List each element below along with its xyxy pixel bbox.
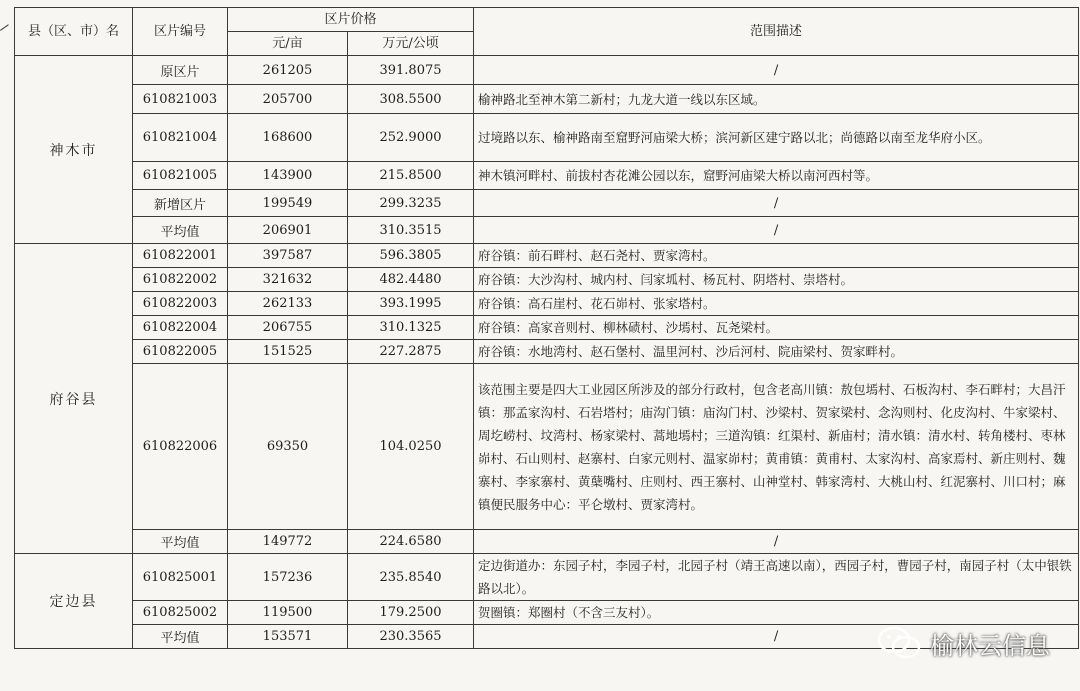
price-wan: 596.3805 <box>348 244 474 268</box>
price-yuan: 262133 <box>228 292 348 316</box>
scope-desc: 该范围主要是四大工业园区所涉及的部分行政村，包含老高川镇：敖包墕村、石板沟村、李石畔村；大昌汗镇：那孟家沟村、石岩塔村；庙沟门镇：庙沟门村、沙梁村、贺家梁村、念沟则村、化皮沟村、牛家梁村、周圪崂村、坟湾村、杨家梁村、蒿地墕村；三道沟镇：红渠村、新庙村；清水镇：清水村、转角楼村、枣林峁村、石山则村、赵寨村、白家元则村、温家峁村；黄甫镇：黄甫村、太家沟村、高家焉村、新庄则村、魏寨村、李家寨村、黄蘖嘴村、庄则村、西王寨村、山神堂村、韩家湾村、大桃山村、红泥寨村、川口村；麻镇便民服务中心：平仑墩村、贾家湾村。 <box>474 364 1079 530</box>
county-dingbian: 定边县 <box>15 554 133 649</box>
scope-desc: 榆神路北至神木第二新村；九龙大道一线以东区域。 <box>474 85 1079 114</box>
price-wan: 104.0250 <box>348 364 474 530</box>
scope-desc: 神木镇河畔村、前拔村杏花滩公园以东，窟野河庙梁大桥以南河西村等。 <box>474 162 1079 190</box>
scope-desc: / <box>474 190 1079 217</box>
header-wan-per-ha: 万元/公顷 <box>348 32 474 56</box>
header-price: 区片价格 <box>228 8 474 32</box>
price-wan: 227.2875 <box>348 340 474 364</box>
zone-code: 610822004 <box>133 316 228 340</box>
zone-code: 原区片 <box>133 56 228 85</box>
price-yuan: 168600 <box>228 114 348 162</box>
zone-code: 610822002 <box>133 268 228 292</box>
scope-desc: 府谷镇：水地湾村、赵石堡村、温里河村、沙后河村、院庙梁村、贺家畔村。 <box>474 340 1079 364</box>
scope-desc: 府谷镇：前石畔村、赵石尧村、贾家湾村。 <box>474 244 1079 268</box>
wechat-icon <box>876 625 922 661</box>
price-wan: 391.8075 <box>348 56 474 85</box>
zone-code: 平均值 <box>133 530 228 554</box>
price-yuan: 206901 <box>228 217 348 244</box>
scope-desc: / <box>474 56 1079 85</box>
zone-code: 平均值 <box>133 217 228 244</box>
price-wan: 224.6580 <box>348 530 474 554</box>
price-wan: 179.2500 <box>348 601 474 625</box>
price-yuan: 69350 <box>228 364 348 530</box>
price-wan: 252.9000 <box>348 114 474 162</box>
zone-code: 610821003 <box>133 85 228 114</box>
price-yuan: 153571 <box>228 625 348 649</box>
land-price-table <box>14 7 1079 649</box>
price-wan: 482.4480 <box>348 268 474 292</box>
header-scope: 范围描述 <box>474 8 1079 56</box>
zone-code: 610822003 <box>133 292 228 316</box>
zone-code: 610821004 <box>133 114 228 162</box>
price-wan: 310.3515 <box>348 217 474 244</box>
header-zone-code: 区片编号 <box>133 8 228 56</box>
price-yuan: 143900 <box>228 162 348 190</box>
price-yuan: 397587 <box>228 244 348 268</box>
price-yuan: 157236 <box>228 554 348 601</box>
scope-desc: / <box>474 217 1079 244</box>
watermark-text: 榆林云信息 <box>930 631 1050 660</box>
price-wan: 230.3565 <box>348 625 474 649</box>
zone-code: 610822006 <box>133 364 228 530</box>
price-yuan: 151525 <box>228 340 348 364</box>
watermark <box>876 625 1050 661</box>
county-fugu: 府谷县 <box>15 244 133 554</box>
scope-desc: 府谷镇：高家音则村、柳林碛村、沙墕村、瓦尧梁村。 <box>474 316 1079 340</box>
price-yuan: 321632 <box>228 268 348 292</box>
price-wan: 235.8540 <box>348 554 474 601</box>
price-wan: 299.3235 <box>348 190 474 217</box>
zone-code: 新增区片 <box>133 190 228 217</box>
price-yuan: 206755 <box>228 316 348 340</box>
price-yuan: 205700 <box>228 85 348 114</box>
zone-code: 610825002 <box>133 601 228 625</box>
scope-desc: 府谷镇：高石崖村、花石峁村、张家塔村。 <box>474 292 1079 316</box>
zone-code: 610822001 <box>133 244 228 268</box>
scope-desc: / <box>474 530 1079 554</box>
price-wan: 310.1325 <box>348 316 474 340</box>
header-yuan-per-mu: 元/亩 <box>228 32 348 56</box>
header-county: 县（区、市）名 <box>15 8 133 56</box>
scope-desc: 过境路以东、榆神路南至窟野河庙梁大桥；滨河新区建宁路以北；尚德路以南至龙华府小区。 <box>474 114 1079 162</box>
price-yuan: 119500 <box>228 601 348 625</box>
county-shenmu: 神木市 <box>15 56 133 244</box>
zone-code: 610822005 <box>133 340 228 364</box>
zone-code: 610821005 <box>133 162 228 190</box>
price-yuan: 149772 <box>228 530 348 554</box>
scope-desc: / <box>474 625 1079 649</box>
price-wan: 393.1995 <box>348 292 474 316</box>
price-wan: 308.5500 <box>348 85 474 114</box>
price-wan: 215.8500 <box>348 162 474 190</box>
zone-code: 平均值 <box>133 625 228 649</box>
price-yuan: 199549 <box>228 190 348 217</box>
zone-code: 610825001 <box>133 554 228 601</box>
corner-mark <box>0 24 15 39</box>
price-yuan: 261205 <box>228 56 348 85</box>
scope-desc: 府谷镇：大沙沟村、城内村、闫家坬村、杨瓦村、阴塔村、崇塔村。 <box>474 268 1079 292</box>
scope-desc: 定边街道办：东园子村，李园子村，北园子村（靖王高速以南），西园子村，曹园子村，南园子村（太中银铁路以北）。 <box>474 554 1079 601</box>
scope-desc: 贺圈镇：郑圈村（不含三友村）。 <box>474 601 1079 625</box>
